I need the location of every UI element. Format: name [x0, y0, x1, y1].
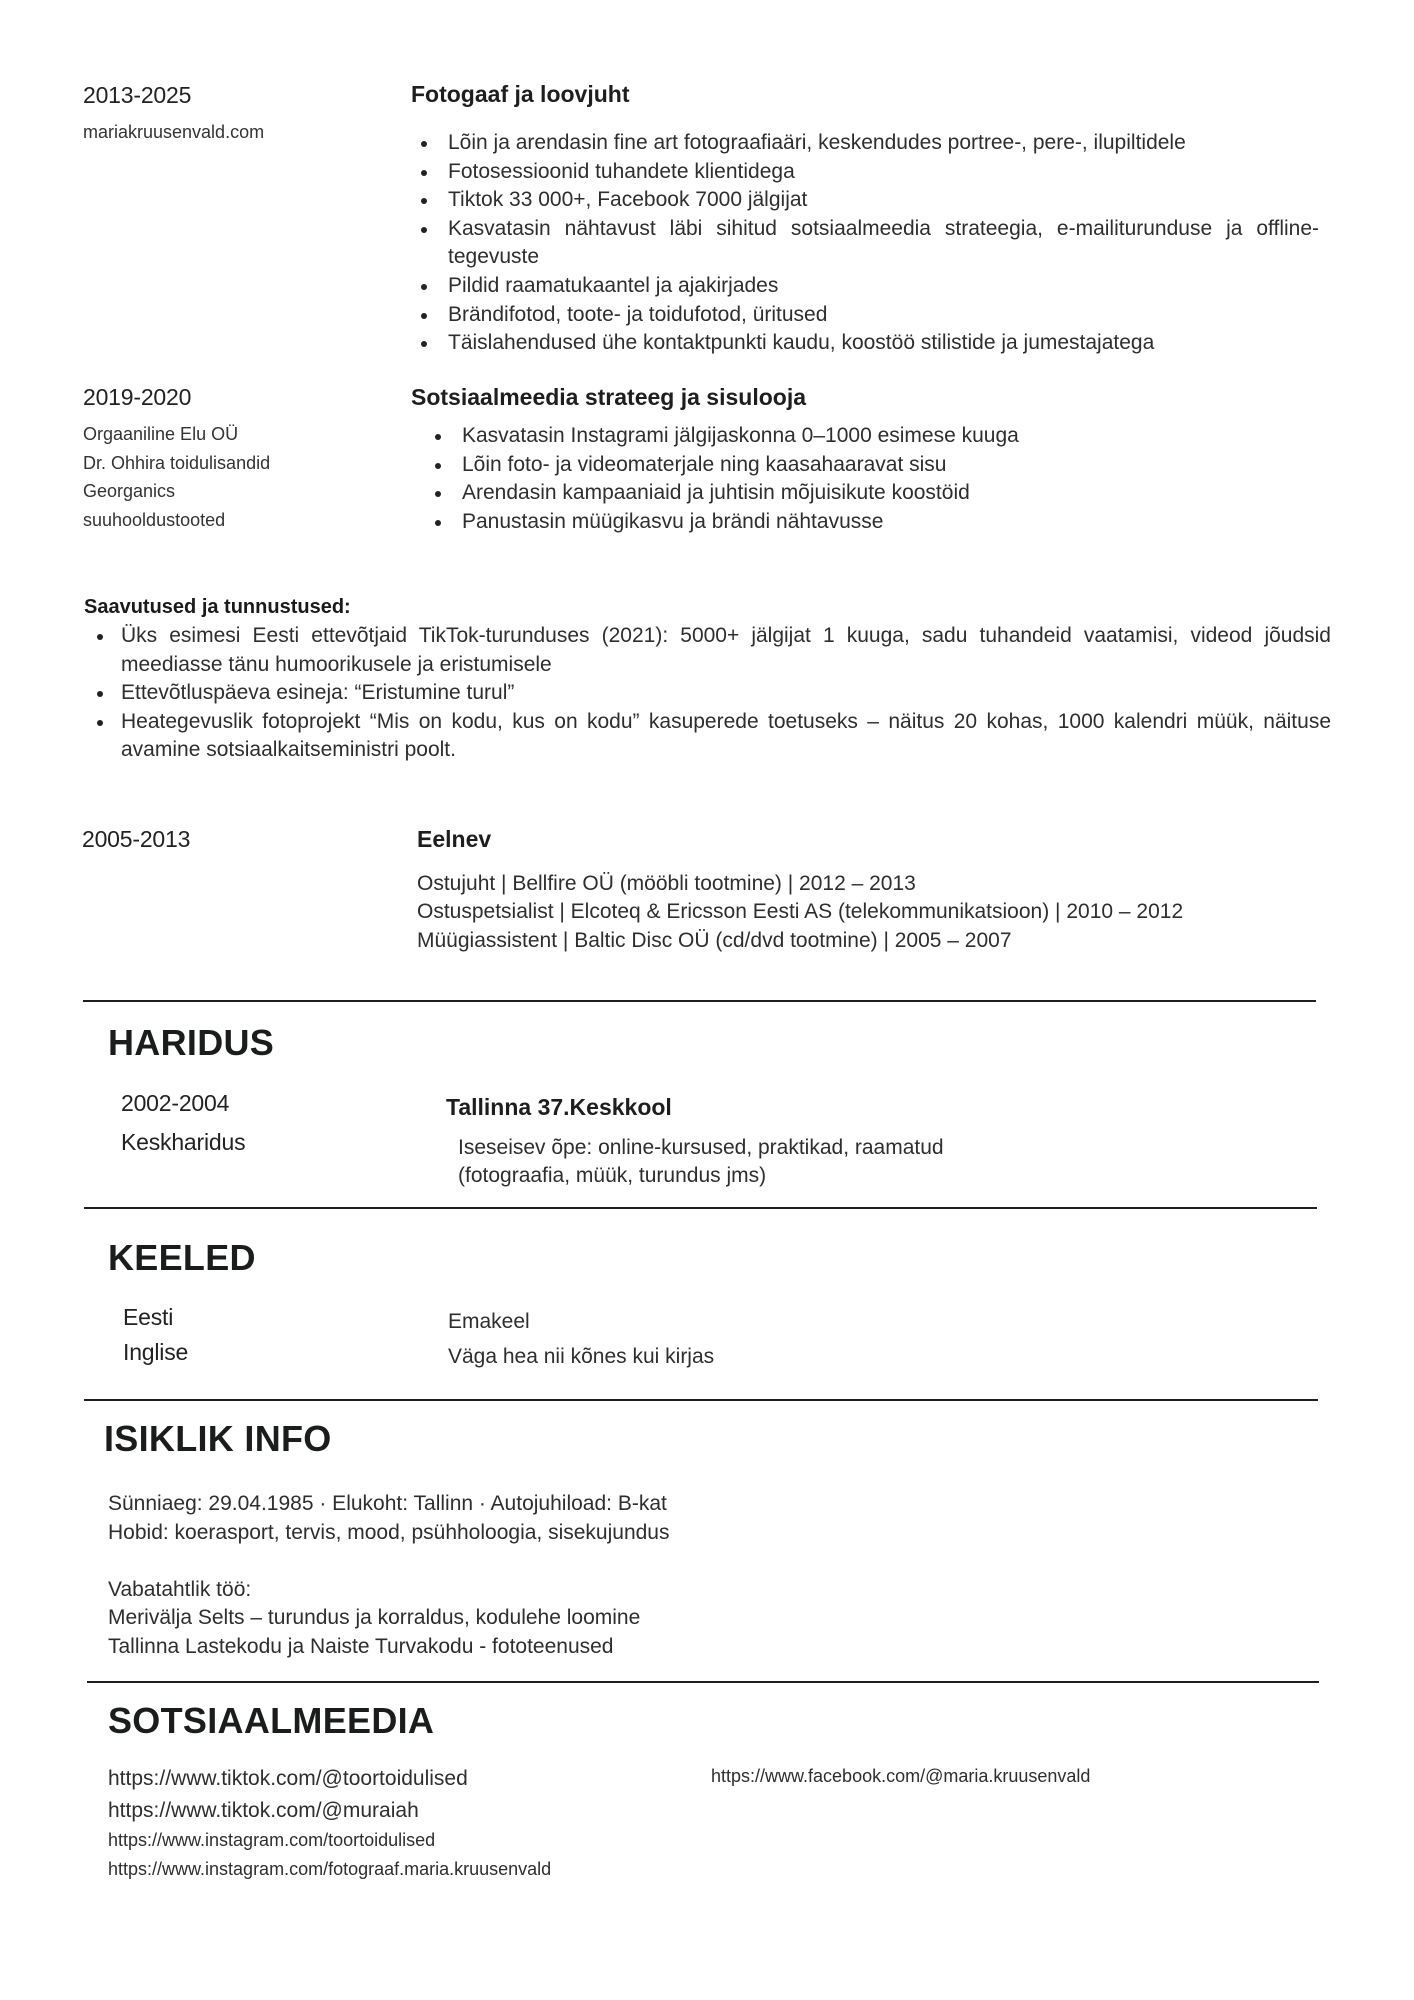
previous-job: Müügiassistent | Baltic Disc OÜ (cd/dvd tootmine) | 2005 – 2007 — [417, 929, 1012, 952]
section-divider — [83, 1000, 1316, 1002]
instagram-link[interactable]: https://www.instagram.com/fotograaf.maria.kruusenvald — [108, 1859, 552, 1879]
language-name: Inglise — [123, 1339, 189, 1365]
job-employer: suuhooldustooted — [83, 510, 226, 530]
previous-dates: 2005-2013 — [82, 826, 191, 852]
education-note: Iseseisev õpe: online-kursused, praktikad, raamatud — [458, 1136, 944, 1159]
section-divider — [84, 1399, 1318, 1401]
bullet-item: Täislahendused ühe kontaktpunkti kaudu, koostöö stilistide ja jumestajatega — [414, 329, 1319, 358]
job-employer: Dr. Ohhira toidulisandid — [83, 453, 271, 473]
achievements-heading: Saavutused ja tunnustused: — [84, 596, 351, 618]
language-level: Väga hea nii kõnes kui kirjas — [448, 1345, 715, 1368]
job-title: Fotogaaf ja loovjuht — [411, 81, 630, 107]
volunteer-label: Vabatahtlik töö: — [108, 1578, 252, 1601]
bullet-item: Tiktok 33 000+, Facebook 7000 jälgijat — [414, 186, 1319, 215]
section-divider — [87, 1681, 1319, 1683]
bullet-item: Kasvatasin Instagrami jälgijaskonna 0–1000 esimese kuuga — [432, 422, 1312, 451]
job-bullets — [414, 129, 1319, 358]
previous-title: Eelnev — [417, 826, 492, 852]
job-title: Sotsiaalmeedia strateeg ja sisulooja — [411, 384, 806, 410]
achievement-item: Ettevõtluspäeva esineja: “Eristumine turul” — [84, 679, 1331, 708]
education-dates: 2002-2004 — [121, 1090, 230, 1116]
instagram-link[interactable]: https://www.instagram.com/toortoidulised — [108, 1830, 436, 1850]
bullet-item: Lõin foto- ja videomaterjale ning kaasahaaravat sisu — [432, 451, 1312, 480]
social-heading: SOTSIAALMEEDIA — [108, 1700, 435, 1741]
achievements-list — [84, 622, 1331, 765]
education-school: Tallinna 37.Keskkool — [446, 1094, 672, 1120]
volunteer-item: Tallinna Lastekodu ja Naiste Turvakodu - fototeenused — [108, 1635, 614, 1658]
education-level: Keskharidus — [121, 1129, 246, 1155]
volunteer-item: Merivälja Selts – turundus ja korraldus, kodulehe loomine — [108, 1606, 641, 1629]
bullet-item: Brändifotod, toote- ja toidufotod, üritused — [414, 301, 1319, 330]
job-website[interactable]: mariakruusenvald.com — [83, 122, 265, 142]
tiktok-link[interactable]: https://www.tiktok.com/@toortoidulised — [108, 1767, 468, 1790]
job-dates: 2019-2020 — [83, 384, 192, 410]
section-divider — [84, 1207, 1317, 1209]
job-employer: Georganics — [83, 481, 176, 501]
bullet-item: Panustasin müügikasvu ja brändi nähtavusse — [432, 508, 1312, 537]
bullet-item: Arendasin kampaaniaid ja juhtisin mõjuisikute koostöid — [432, 479, 1312, 508]
personal-line: Sünniaeg: 29.04.1985 · Elukoht: Tallinn · Autojuhiload: B-kat — [108, 1492, 667, 1515]
language-level: Emakeel — [448, 1310, 530, 1333]
language-name: Eesti — [123, 1304, 174, 1330]
job-employer: Orgaaniline Elu OÜ — [83, 424, 239, 444]
personal-line: Hobid: koerasport, tervis, mood, psühholoogia, sisekujundus — [108, 1521, 670, 1544]
achievement-item: Üks esimesi Eesti ettevõtjaid TikTok-turunduses (2021): 5000+ jälgijat 1 kuuga, sadu tuhandeid vaatamisi, videod jõudsid meediasse tänu humoorikusele ja eristumisele — [84, 622, 1331, 679]
previous-job: Ostuspetsialist | Elcoteq & Ericsson Eesti AS (telekommunikatsioon) | 2010 – 2012 — [417, 900, 1184, 923]
bullet-item: Fotosessioonid tuhandete klientidega — [414, 158, 1319, 187]
bullet-item: Pildid raamatukaantel ja ajakirjades — [414, 272, 1319, 301]
previous-job: Ostujuht | Bellfire OÜ (mööbli tootmine) | 2012 – 2013 — [417, 872, 916, 895]
bullet-item: Lõin ja arendasin fine art fotograafiaäri, keskendudes portree-, pere-, ilupiltidele — [414, 129, 1319, 158]
bullet-item: Kasvatasin nähtavust läbi sihitud sotsiaalmeedia strateegia, e-mailiturunduse ja offline-tegevuste — [414, 215, 1319, 272]
achievement-item: Heategevuslik fotoprojekt “Mis on kodu, kus on kodu” kasuperede toetuseks – näitus 20 kohas, 1000 kalendri müük, näituse avamine sotsiaalkaitseministri poolt. — [84, 708, 1331, 765]
languages-heading: KEELED — [108, 1237, 256, 1278]
personal-heading: ISIKLIK INFO — [104, 1418, 332, 1459]
job-dates: 2013-2025 — [83, 82, 192, 108]
education-note: (fotograafia, müük, turundus jms) — [458, 1164, 767, 1187]
facebook-link[interactable]: https://www.facebook.com/@maria.kruusenvald — [711, 1766, 1091, 1786]
education-heading: HARIDUS — [108, 1022, 275, 1063]
job-bullets — [432, 422, 1312, 536]
tiktok-link[interactable]: https://www.tiktok.com/@muraiah — [108, 1799, 419, 1822]
